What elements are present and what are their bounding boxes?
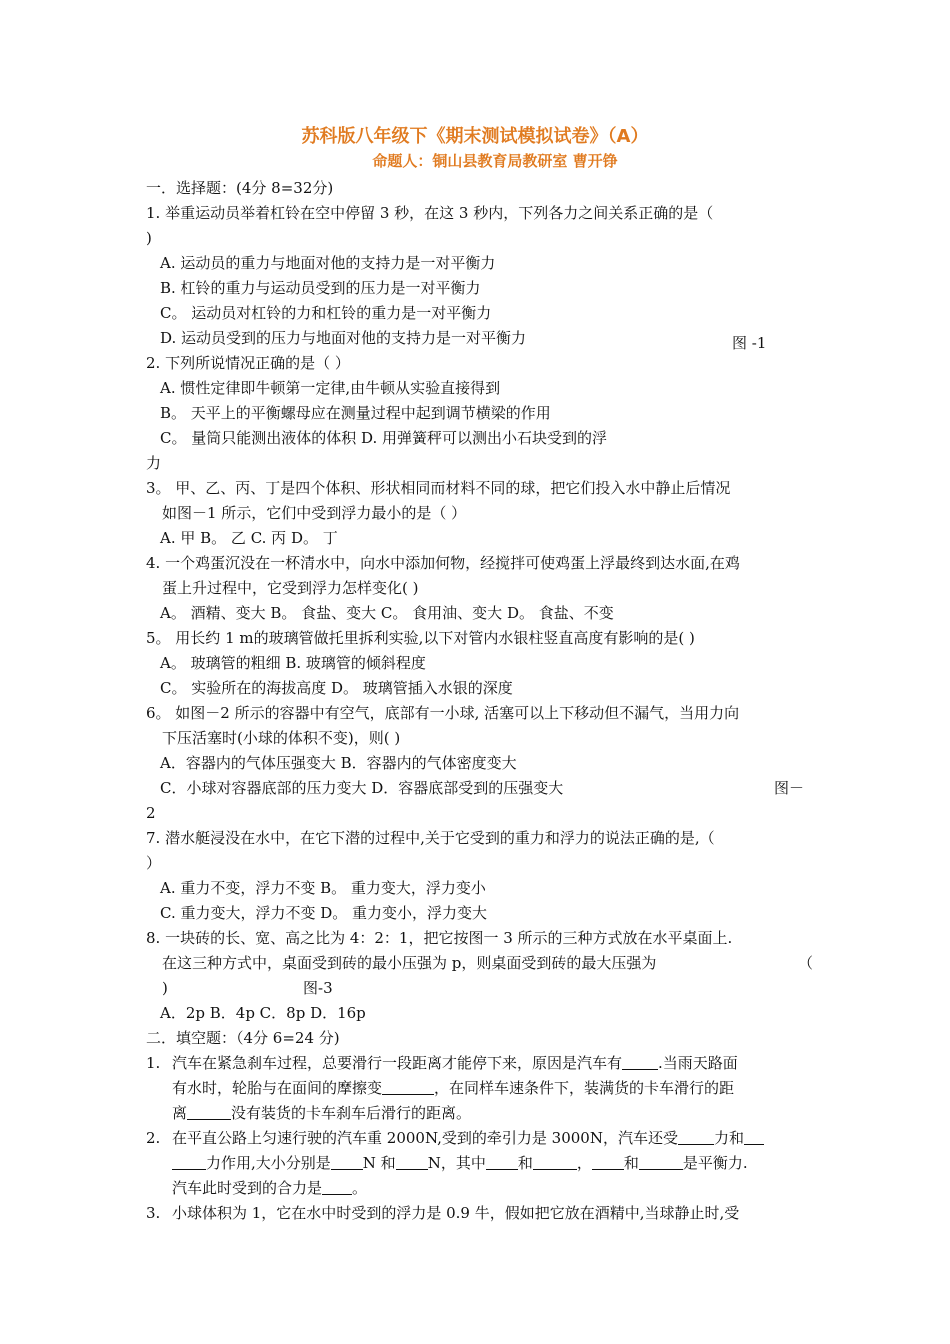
f1-number: 1. (146, 1054, 161, 1072)
answer-blank[interactable] (533, 1155, 577, 1170)
q8-answer-paren: （ (798, 954, 814, 972)
page-title: 苏科版八年级下《期末测试模拟试卷》（A） (301, 126, 649, 147)
f1-line-2 (172, 1078, 734, 1098)
q6-stem: 6。 如图－2 所示的容器中有空气，底部有一小球, 活塞可以上下移动但不漏气，当用力向 (146, 704, 740, 722)
answer-blank[interactable] (744, 1130, 764, 1145)
f2-text: 汽车此时受到的合力是 (172, 1179, 323, 1197)
q2-option-d-cont: 力 (146, 454, 162, 472)
f1-text: ，在同样车速条件下，装满货的卡车滑行的距 (434, 1079, 735, 1097)
q6-options-cd: C．小球对容器底部的压力变大 D．容器底部受到的压强变大 (160, 779, 564, 797)
figure-1-caption: 图 -1 (732, 334, 767, 352)
f2-line-2 (172, 1153, 748, 1173)
q2-option-cd: C。 量筒只能测出液体的体积 D. 用弹簧秤可以测出小石块受到的浮 (160, 429, 608, 447)
q4-options: A。 酒精、变大 B。 食盐、变大 C。 食用油、变大 D。 食盐、不变 (160, 604, 614, 622)
f1-text: 离 (172, 1104, 188, 1122)
answer-blank[interactable] (322, 1180, 352, 1195)
q2-stem: 2. 下列所说情况正确的是（ ） (146, 354, 350, 372)
f2-line-1 (172, 1128, 764, 1148)
f2-text: 在平直公路上匀速行驶的汽车重 2000N,受到的牵引力是 3000N，汽车还受 (172, 1129, 678, 1147)
q5-options-cd: C。 实验所在的海拔高度 D。 玻璃管插入水银的深度 (160, 679, 513, 697)
figure-3-caption: 图-3 (303, 979, 333, 997)
answer-blank[interactable] (639, 1155, 683, 1170)
q6-options-ab: A．容器内的气体压强变大 B．容器内的气体密度变大 (160, 754, 517, 772)
f2-text: ， (576, 1154, 592, 1172)
answer-blank[interactable] (592, 1155, 624, 1170)
f2-text: 和 (517, 1154, 533, 1172)
q1-stem-cont: ) (146, 229, 152, 247)
figure-2-caption-cont: 2 (146, 804, 156, 822)
q3-stem-cont: 如图－1 所示，它们中受到浮力最小的是（ ） (162, 504, 467, 522)
q1-option-a: A. 运动员的重力与地面对他的支持力是一对平衡力 (160, 254, 496, 272)
q3-options: A. 甲 B。 乙 C. 丙 D。 丁 (160, 529, 338, 547)
f3-number: 3. (146, 1204, 161, 1222)
f3-line-1: 小球体积为 1，它在水中时受到的浮力是 0.9 牛，假如把它放在酒精中,当球静止时,受 (172, 1204, 740, 1222)
answer-blank[interactable] (382, 1080, 434, 1095)
q7-options-cd: C. 重力变大，浮力不变 D。 重力变小，浮力变大 (160, 904, 488, 922)
f2-text: 力作用,大小分别是 (206, 1154, 331, 1172)
section-heading-choice: 一．选择题：(4分 8=32分) (146, 179, 334, 197)
f1-text: 没有装货的卡车刹车后滑行的距离。 (231, 1104, 472, 1122)
q1-option-c: C。 运动员对杠铃的力和杠铃的重力是一对平衡力 (160, 304, 492, 322)
q1-option-d: D. 运动员受到的压力与地面对他的支持力是一对平衡力 (160, 329, 527, 347)
figure-2-caption: 图－ (774, 779, 805, 797)
f1-text: 汽车在紧急刹车过程，总要滑行一段距离才能停下来，原因是汽车有 (172, 1054, 623, 1072)
q4-stem: 4. 一个鸡蛋沉没在一杯清水中，向水中添加何物，经搅拌可使鸡蛋上浮最终到达水面,在鸡 (146, 554, 740, 572)
author-line: 命题人：铜山县教育局教研室 曹开铮 (372, 152, 618, 170)
f2-text: N，其中 (427, 1154, 486, 1172)
answer-blank[interactable] (396, 1155, 428, 1170)
f2-number: 2. (146, 1129, 161, 1147)
q1-stem: 1. 举重运动员举着杠铃在空中停留 3 秒，在这 3 秒内，下列各力之间关系正确的是（ (146, 204, 714, 222)
f2-line-3 (172, 1178, 367, 1198)
q8-stem-cont: 在这三种方式中，桌面受到砖的最小压强为 p，则桌面受到砖的最大压强为 (162, 954, 657, 972)
q5-stem: 5。 用长约 1 m的玻璃管做托里拆利实验,以下对管内水银柱竖直高度有影响的是( ) (146, 629, 695, 647)
q5-options-ab: A。 玻璃管的粗细 B. 玻璃管的倾斜程度 (160, 654, 426, 672)
answer-blank[interactable] (187, 1105, 231, 1120)
q4-stem-cont: 蛋上升过程中，它受到浮力怎样变化( ) (162, 579, 419, 597)
section-heading-fill: 二．填空题：（4分 6=24 分) (146, 1029, 340, 1047)
answer-blank[interactable] (622, 1055, 658, 1070)
q7-options-ab: A. 重力不变，浮力不变 B。 重力变大，浮力变小 (160, 879, 486, 897)
q2-option-a: A. 惯性定律即牛顿第一定律,由牛顿从实验直接得到 (160, 379, 501, 397)
answer-blank[interactable] (331, 1155, 363, 1170)
f1-text: .当雨天路面 (658, 1054, 738, 1072)
answer-blank[interactable] (172, 1155, 206, 1170)
q6-stem-cont: 下压活塞时(小球的体积不变)，则( ) (162, 729, 401, 747)
q8-options: A．2p B．4p C．8p D．16p (160, 1004, 366, 1022)
answer-blank[interactable] (486, 1155, 518, 1170)
f1-text: 有水时，轮胎与在面间的摩擦变 (172, 1079, 383, 1097)
q8-stem-close: ) (162, 979, 168, 997)
f2-text: 和 (623, 1154, 639, 1172)
f2-text: 力和 (713, 1129, 744, 1147)
q8-stem: 8. 一块砖的长、宽、高之比为 4：2：1，把它按图一 3 所示的三种方式放在水平桌面上. (146, 929, 733, 947)
q3-stem: 3。 甲、乙、丙、丁是四个体积、形状相同而材料不同的球，把它们投入水中静止后情况 (146, 479, 731, 497)
q2-option-b: B。 天平上的平衡螺母应在测量过程中起到调节横梁的作用 (160, 404, 551, 422)
f2-text: 是平衡力. (682, 1154, 748, 1172)
f2-text: 。 (352, 1179, 368, 1197)
q7-stem: 7. 潜水艇浸没在水中，在它下潜的过程中,关于它受到的重力和浮力的说法正确的是,（ (146, 829, 715, 847)
q7-stem-cont: ） (146, 854, 162, 872)
f1-line-3 (172, 1103, 471, 1123)
f1-line-1 (172, 1053, 738, 1073)
q1-option-b: B. 杠铃的重力与运动员受到的压力是一对平衡力 (160, 279, 481, 297)
answer-blank[interactable] (678, 1130, 714, 1145)
f2-text: N 和 (362, 1154, 396, 1172)
